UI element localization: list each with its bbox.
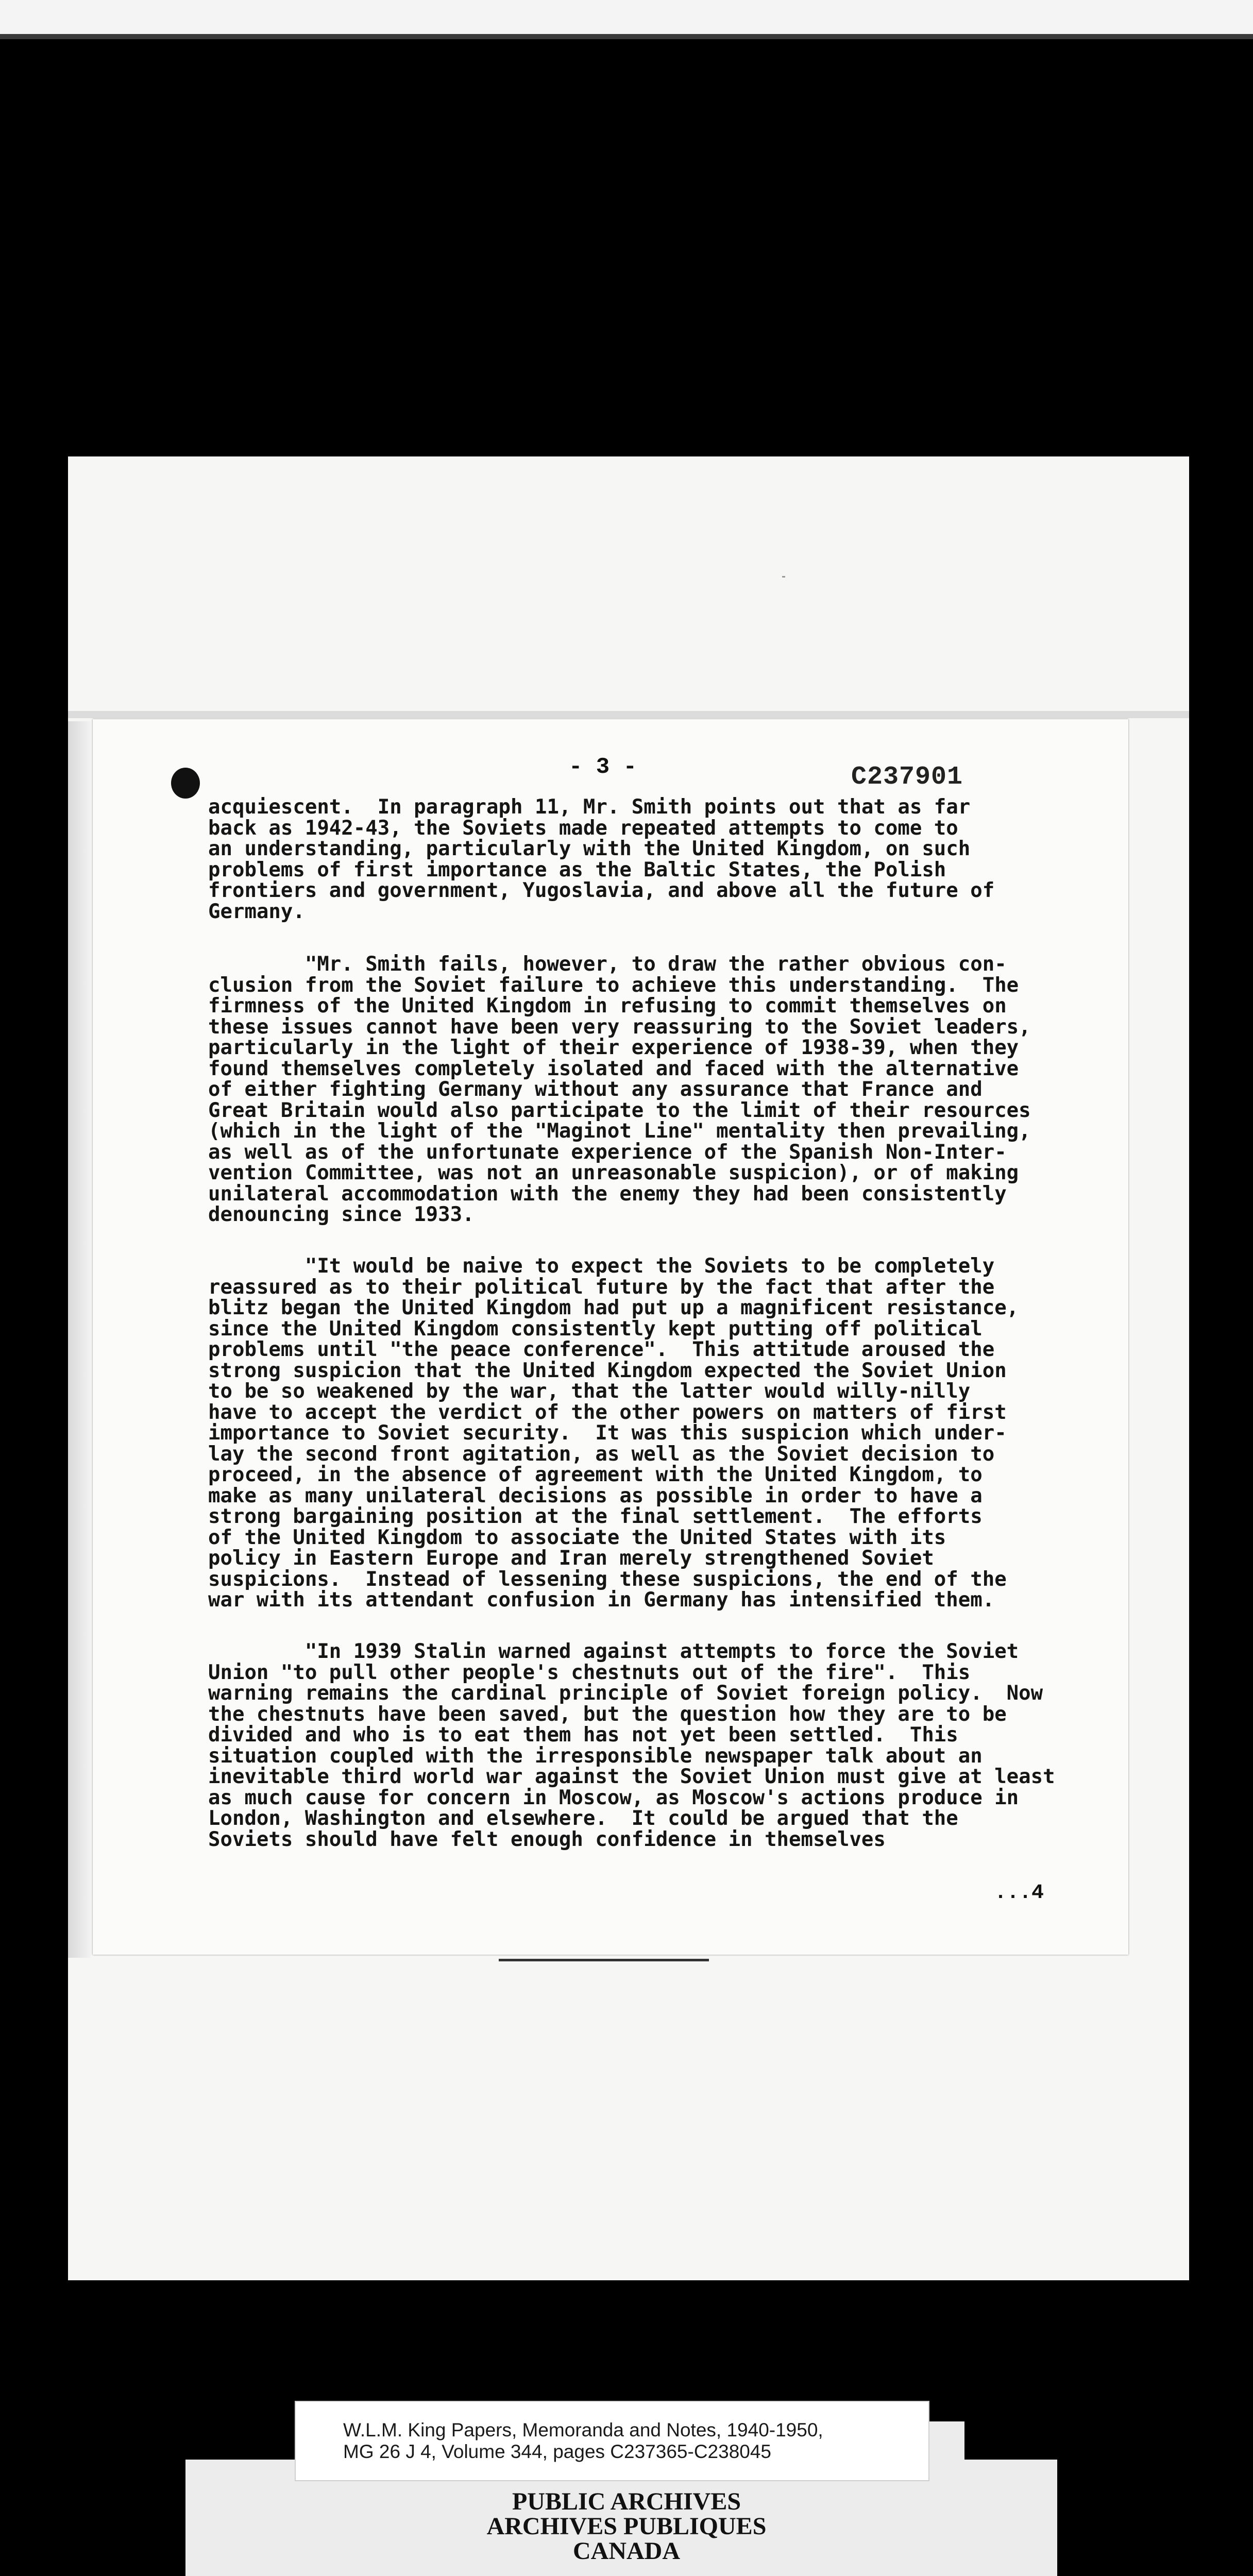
bottom-rule — [499, 1959, 709, 1961]
top-scan-band — [0, 34, 1253, 39]
continued-marker: ...4 — [994, 1882, 1044, 1905]
footer-notch-left — [185, 2421, 295, 2460]
archives-stamp — [453, 2489, 800, 2564]
archives-line-1: PUBLIC ARCHIVES — [512, 2488, 741, 2515]
page-left-shadow — [68, 721, 91, 1958]
citation-line-1: W.L.M. King Papers, Memoranda and Notes, 1940-1950, — [343, 2419, 823, 2441]
archives-line-3: CANADA — [573, 2537, 680, 2565]
citation-label — [295, 2401, 929, 2481]
citation-line-2: MG 26 J 4, Volume 344, pages C237365-C238045 — [343, 2441, 772, 2462]
scan-speck — [782, 576, 785, 578]
top-margin-strip — [0, 0, 1253, 37]
archives-line-2: ARCHIVES PUBLIQUES — [486, 2513, 767, 2540]
backing-sheet-edge — [68, 711, 1189, 718]
document-id-stamp: C237901 — [851, 762, 963, 792]
paragraph-2: "Mr. Smith fails, however, to draw the rather obvious con- clusion from the Soviet failure to achieve this understanding. The firmness of the United Kingdom in refusing to commit themselves on these issues cannot have been very reassuring to the Soviet leaders, particularly in the light of their experience of 1938-39, when they found themselves completely isolated and faced with the alternative of either fighting Germany without any assurance that France and Great Britain would also participate to the limit of their resources (which in the light of the "Maginot Line" mentality then prevailing, as well as of the unfortunate experience of the Spanish Non-Inter- vention Committee, was not an unreasonable suspicion), or of making unilateral accommodation with the enemy they had been consistently denouncing since 1933. — [208, 953, 1031, 1226]
paragraph-1: acquiescent. In paragraph 11, Mr. Smith points out that as far back as 1942-43, the Soviets made repeated attempts to come to an understanding, particularly with the United Kingdom, on such problems of first importance as the Baltic States, the Polish frontiers and government, Yugoslavia, and above all the future of Germany. — [208, 795, 995, 923]
footer-notch-right — [964, 2421, 1057, 2460]
punch-hole — [171, 768, 200, 799]
paragraph-4: "In 1939 Stalin warned against attempts to force the Soviet Union "to pull other people's chestnuts out of the fire". This warning remains the cardinal principle of Soviet foreign policy. Now the chestnuts have been saved, but the question how they are to be divided and who is to eat them has not yet been settled. This situation coupled with the irresponsible newspaper talk about an inevitable third world war against the Soviet Union must give at least as much cause for concern in Moscow, as Moscow's actions produce in London, Washington and elsewhere. It could be argued that the Soviets should have felt enough confidence in themselves — [208, 1640, 1055, 1851]
paragraph-3: "It would be naive to expect the Soviets to be completely reassured as to their political future by the fact that after the blitz began the United Kingdom had put up a magnificent resistance, since the United Kingdom consistently kept putting off political problems until "the peace conference". This attitude aroused the strong suspicion that the United Kingdom expected the Soviet Union to be so weakened by the war, that the latter would willy-nilly have to accept the verdict of the other powers on matters of first importance to Soviet security. It was this suspicion which under- lay the second front agitation, as well as the Soviet decision to proceed, in the absence of agreement with the United Kingdom, to make as many unilateral decisions as possible in order to have a strong bargaining position at the final settlement. The efforts of the United Kingdom to associate the United States with its policy in Eastern Europe and Iran merely strengthened Soviet suspicions. Instead of lessening these suspicions, the end of the war with its attendant confusion in Germany has intensified them. — [208, 1255, 1019, 1612]
page-number: - 3 - — [568, 754, 637, 780]
